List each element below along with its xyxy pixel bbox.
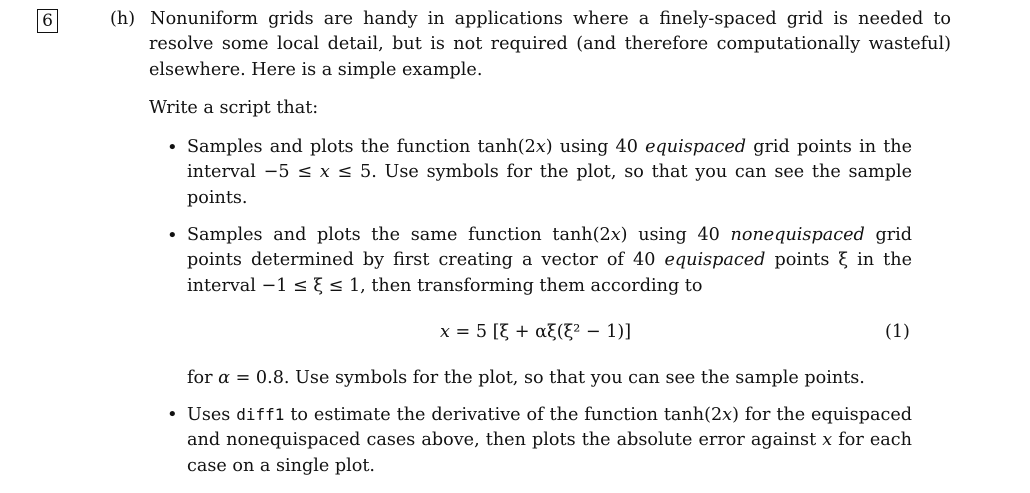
equation-rhs: = 5 [ξ + αξ(ξ² − 1)] — [449, 322, 632, 342]
part-label: (h) — [110, 9, 136, 29]
code-text: diff1 — [236, 405, 285, 424]
list-item — [187, 135, 912, 211]
emphasis-text: nonequispaced — [730, 225, 865, 245]
item-text: Uses — [187, 405, 237, 425]
bullet-icon: • — [167, 137, 178, 158]
math-var: x — [722, 405, 733, 425]
intro-text: Nonuniform grids are handy in applications where a finely-spaced grid is needed to resolve some local detail, but is not required (and therefore computationally wasteful) elsewhere. Here is a simple example. — [149, 9, 952, 80]
math-var: α — [218, 368, 230, 388]
equation — [440, 319, 631, 345]
math-var: x — [822, 430, 833, 451]
item-text: grid points in the interval −5 ≤ — [187, 137, 913, 183]
intro-paragraph — [110, 7, 951, 83]
item-text: ) using 40 — [545, 137, 646, 157]
bullet-icon: • — [167, 404, 178, 425]
item-text: Samples and plots the function tanh(2 — [187, 137, 536, 157]
script-prompt: Write a script that: — [149, 98, 319, 118]
emphasis-text: equispaced — [645, 137, 747, 157]
bullet-icon: • — [167, 225, 178, 246]
question-number-box: 6 — [37, 9, 58, 33]
continuation-text — [187, 366, 912, 391]
item-text: for — [187, 368, 219, 388]
item-text: grid points determined by first creating a vector of 40 — [187, 225, 912, 271]
equation-number: (1) — [885, 322, 910, 342]
math-var: x — [535, 137, 546, 157]
item-text: ≤ 5. Use symbols for the plot, so that you can see the sample points. — [187, 162, 912, 208]
item-text: to estimate the derivative of the function tanh(2 — [284, 405, 723, 425]
list-item — [187, 223, 912, 299]
math-var: x — [440, 322, 450, 342]
item-text: = 0.8. Use symbols for the plot, so that you can see the sample points. — [230, 368, 865, 388]
list-item — [187, 402, 912, 479]
item-text: ) for the equispaced and nonequispaced cases above, then plots the absolute error against — [187, 405, 912, 451]
emphasis-text: equispaced — [664, 250, 766, 271]
item-text: Samples and plots the same function tanh(2 — [187, 225, 611, 245]
item-text: ) using 40 — [620, 225, 731, 245]
item-text: for each case on a single plot. — [187, 430, 912, 476]
math-var: x — [319, 162, 330, 183]
math-var: x — [610, 225, 621, 245]
item-text: points ξ in the interval −1 ≤ ξ ≤ 1, then transforming them according to — [187, 250, 912, 296]
